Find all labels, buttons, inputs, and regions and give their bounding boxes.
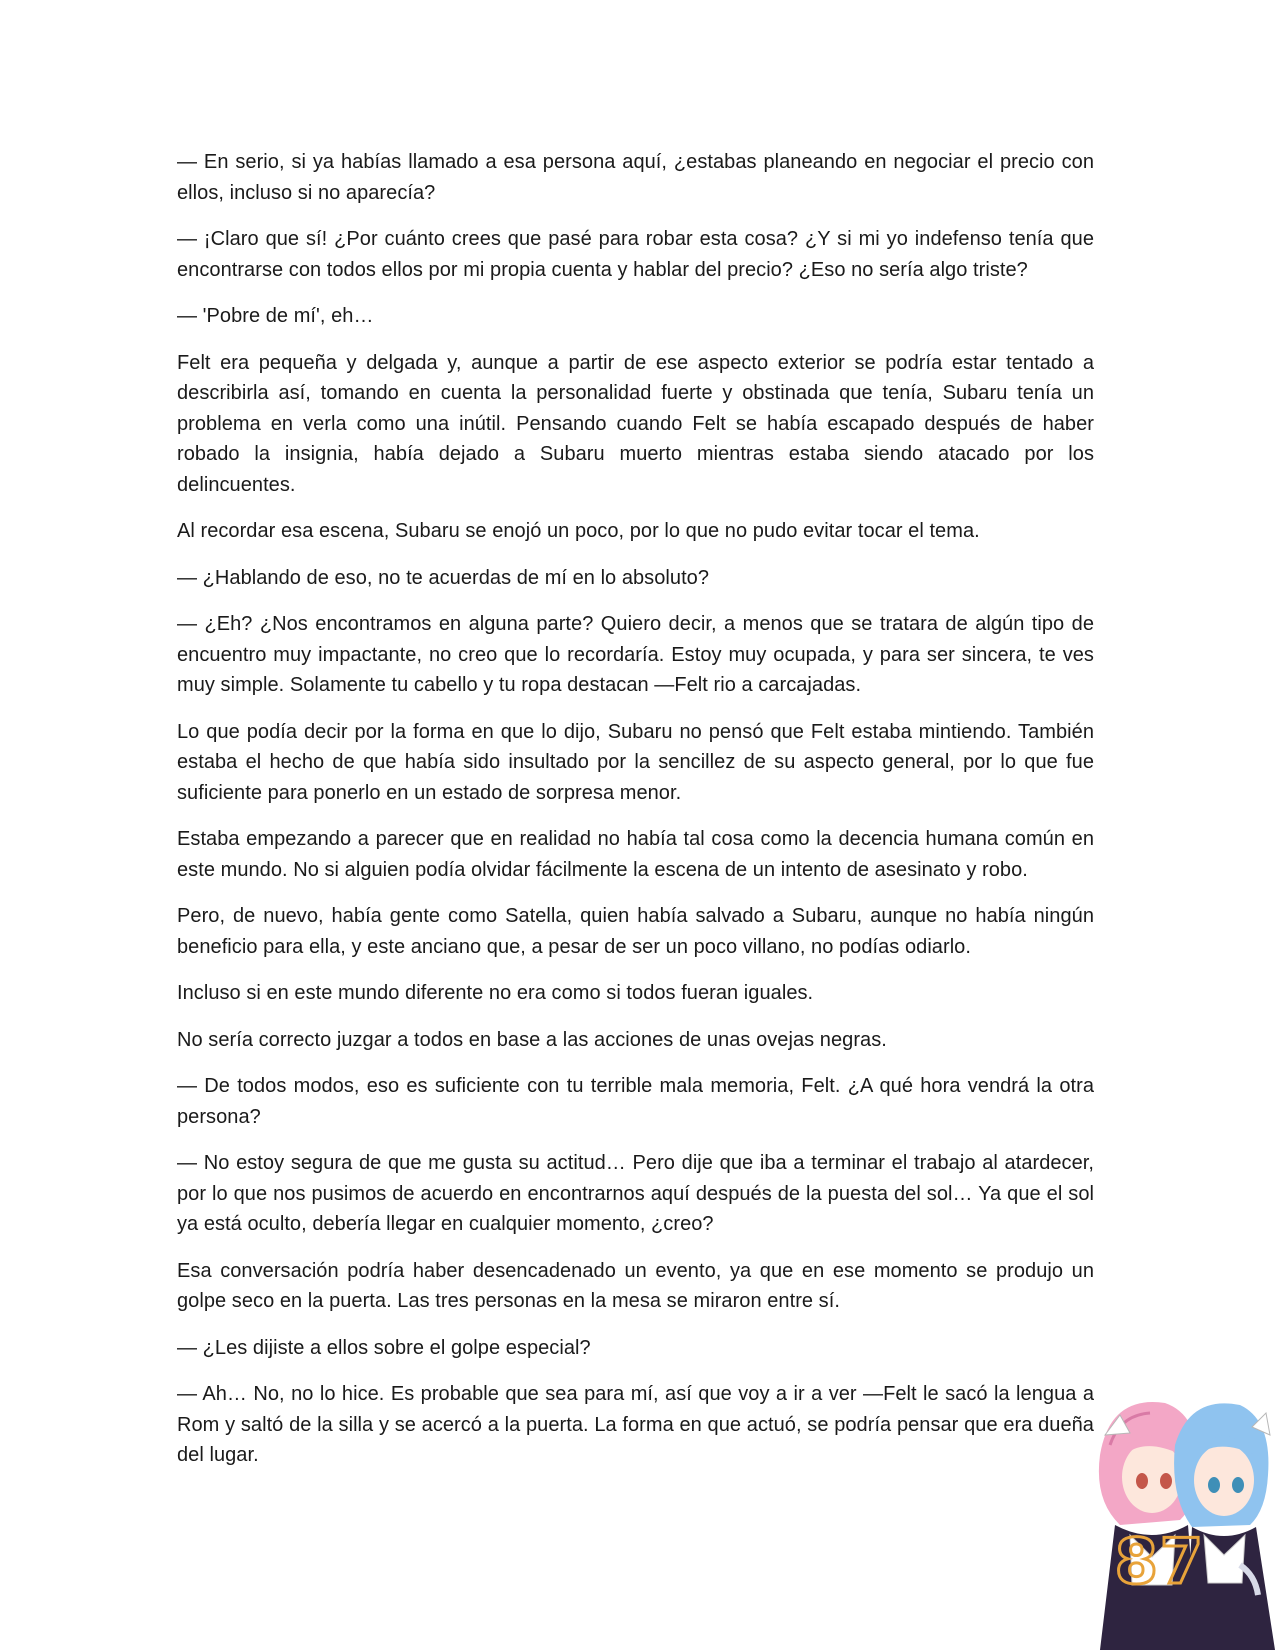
paragraph: Felt era pequeña y delgada y, aunque a partir de ese aspecto exterior se podría estar tentado a describirla así, tomando en cuenta la personalidad fuerte y obstinada que tenía, Subaru tenía un problema en verla como una inútil. Pensando cuando Felt se había escapado después de haber robado la insignia, había dejado a Subaru muerto mientras estaba siendo atacado por los delincuentes.: [177, 351, 1094, 496]
paragraph: — En serio, si ya habías llamado a esa persona aquí, ¿estabas planeando en negociar el precio con ellos, incluso si no aparecía?: [177, 151, 1094, 204]
paragraph: Estaba empezando a parecer que en realidad no había tal cosa como la decencia humana común en este mundo. No si alguien podía olvidar fácilmente la escena de un intento de asesinato y robo.: [177, 828, 1094, 881]
paragraph: Incluso si en este mundo diferente no era como si todos fueran iguales.: [177, 982, 814, 1004]
paragraph: — ¡Claro que sí! ¿Por cuánto crees que pasé para robar esta cosa? ¿Y si mi yo indefenso tenía que encontrarse con todos ellos por mi propia cuenta y hablar del precio? ¿Eso no sería algo triste?: [177, 228, 1094, 281]
paragraph: — ¿Hablando de eso, no te acuerdas de mí en lo absoluto?: [177, 566, 710, 589]
paragraph: Lo que podía decir por la forma en que lo dijo, Subaru no pensó que Felt estaba mintiendo. También estaba el hecho de que había sido insultado por la sencillez de su aspecto general, por lo que fue suficiente para ponerlo en un estado de sorpresa menor.: [177, 720, 1094, 804]
anime-twin-maids-illustration: [1080, 1385, 1275, 1650]
paragraph: Esa conversación podría haber desencadenado un evento, ya que en ese momento se produjo un golpe seco en la puerta. Las tres personas en la mesa se miraron entre sí.: [177, 1259, 1094, 1312]
paragraph: — De todos modos, eso es suficiente con tu terrible mala memoria, Felt. ¿A qué hora vendrá la otra persona?: [177, 1075, 1094, 1128]
paragraph: — ¿Les dijiste a ellos sobre el golpe especial?: [177, 1336, 591, 1359]
paragraph: Pero, de nuevo, había gente como Satella, quien había salvado a Subaru, aunque no había ningún beneficio para ella, y este anciano que, a pesar de ser un poco villano, no podías odiarlo.: [177, 905, 1094, 958]
paragraph: No sería correcto juzgar a todos en base a las acciones de unas ovejas negras.: [177, 1028, 887, 1051]
paragraph: — No estoy segura de que me gusta su actitud… Pero dije que iba a terminar el trabajo al atardecer, por lo que nos pusimos de acuerdo en encontrarnos aquí después de la puesta del sol… Ya que el sol ya está oculto, debería llegar en cualquier momento, ¿creo?: [177, 1152, 1094, 1235]
paragraph: — ¿Eh? ¿Nos encontramos en alguna parte? Quiero decir, a menos que se tratara de algún tipo de encuentro muy impactante, no creo que lo recordaría. Estoy muy ocupada, y para ser sincera, te ves muy simple. Solamente tu cabello y tu ropa destacan —Felt rio a carcajadas.: [177, 613, 1094, 696]
paragraph: Al recordar esa escena, Subaru se enojó un poco, por lo que no pudo evitar tocar el tema.: [177, 520, 980, 542]
page-body: [177, 147, 1094, 1487]
paragraph: — Ah… No, no lo hice. Es probable que sea para mí, así que voy a ir a ver —Felt le sacó la lengua a Rom y saltó de la silla y se acercó a la puerta. La forma en que actuó, se podría pensar que era dueña del lugar.: [177, 1383, 1094, 1466]
page-number: 87: [1114, 1525, 1205, 1598]
paragraph: — 'Pobre de mí', eh…: [177, 305, 374, 327]
